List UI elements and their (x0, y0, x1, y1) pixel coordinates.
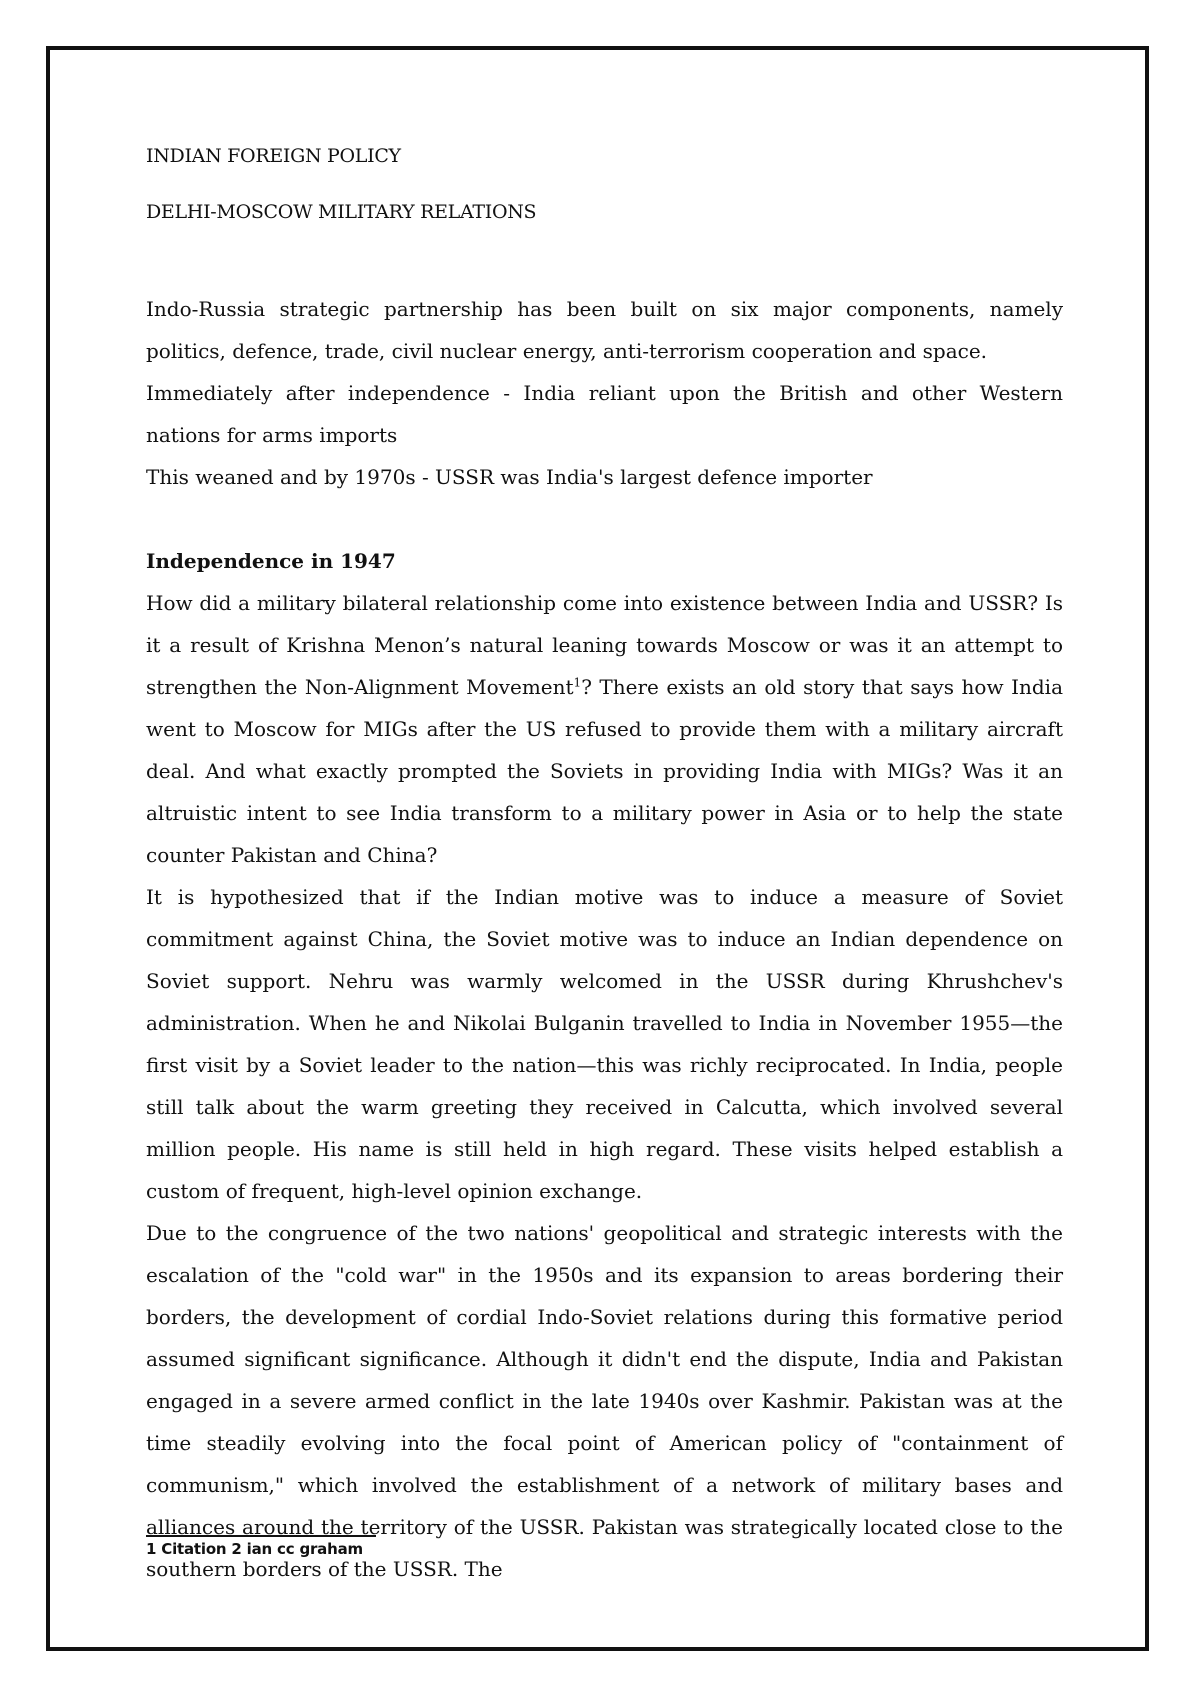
intro-paragraph-3: This weaned and by 1970s - USSR was India's largest defence importer (146, 465, 873, 489)
intro-section (146, 288, 1063, 498)
intro-paragraph-2: Immediately after independence - India reliant upon the British and other Western nations for arms imports (146, 381, 1063, 447)
footnote-marker[interactable]: 1 (573, 675, 582, 690)
section-paragraph-1 (146, 582, 1063, 876)
section-spacer (146, 498, 1063, 540)
paragraph-1-text-a: How did a military bilateral relationship come into existence between India and USSR? Is it a result of Krishna Menon’s natural leaning towards Moscow or was it an attempt to strengthen the Non-Alignment Movement (146, 591, 1063, 699)
section-paragraph-2: It is hypothesized that if the Indian motive was to induce a measure of Soviet commitment against China, the Soviet motive was to induce an Indian dependence on Soviet support. Nehru was warmly welcomed in the USSR during Khrushchev's administration. When he and Nikolai Bulganin travelled to India in November 1955—the first visit by a Soviet leader to the nation—this was richly reciprocated. In India, people still talk about the warm greeting they received in Calcutta, which involved several million people. His name is still held in high regard. These visits helped establish a custom of frequent, high-level opinion exchange. (146, 885, 1063, 1203)
paragraph-1-text-b: ? There exists an old story that says how India went to Moscow for MIGs after the US refused to provide them with a military aircraft deal. And what exactly prompted the Soviets in providing India with MIGs? Was it an altruistic intent to see India transform to a military power in Asia or to help the state counter Pakistan and China? (146, 675, 1063, 867)
footnote-separator (146, 1535, 376, 1537)
footnote-text: 1 Citation 2 ian cc graham (146, 1540, 363, 1558)
document-body (146, 142, 1063, 1590)
intro-paragraph-1: Indo-Russia strategic partnership has been built on six major components, namely politics, defence, trade, civil nuclear energy, anti-terrorism cooperation and space. (146, 297, 1063, 363)
document-subtitle: DELHI-MOSCOW MILITARY RELATIONS (146, 201, 537, 223)
section-paragraph-3: Due to the congruence of the two nations' geopolitical and strategic interests with the escalation of the "cold war" in the 1950s and its expansion to areas bordering their borders, the development of cordial Indo-Soviet relations during this formative period assumed significant significance. Although it didn't end the dispute, India and Pakistan engaged in a severe armed conflict in the late 1940s over Kashmir. Pakistan was at the time steadily evolving into the focal point of American policy of "containment of communism," which involved the establishment of a network of military bases and alliances around the territory of the USSR. Pakistan was strategically located close to the southern borders of the USSR. The (146, 1221, 1063, 1581)
document-title: INDIAN FOREIGN POLICY (146, 145, 401, 167)
section-heading: Independence in 1947 (146, 549, 396, 573)
